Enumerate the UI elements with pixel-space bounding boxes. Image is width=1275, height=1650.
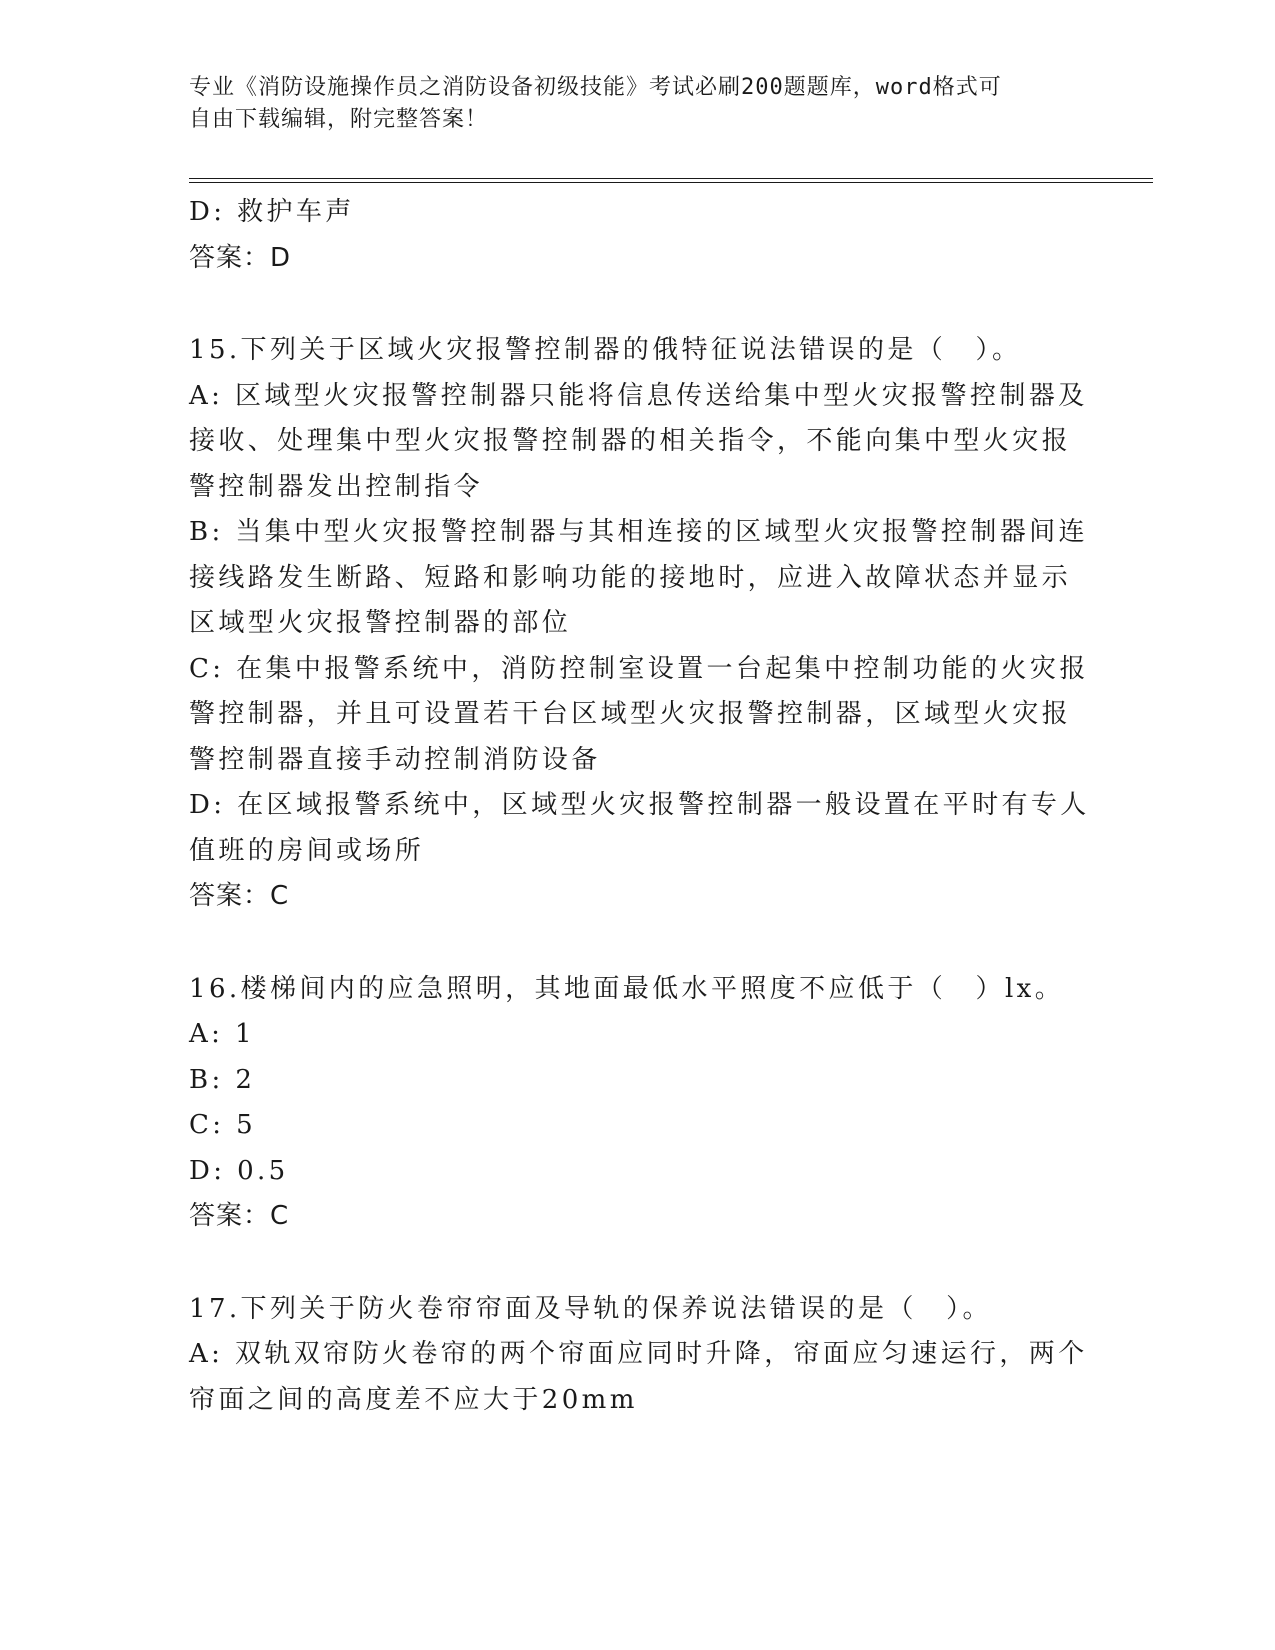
option-c-line-3: 警控制器直接手动控制消防设备	[189, 744, 601, 775]
option-c: C: 5	[189, 1110, 257, 1140]
question-15	[189, 328, 1089, 920]
option-a-line-3: 警控制器发出控制指令	[189, 471, 484, 502]
header-divider-top	[189, 178, 1153, 179]
document-body	[189, 190, 1089, 1423]
question-17	[189, 1287, 1089, 1424]
answer-line: 答案：D	[189, 242, 292, 273]
spacer	[189, 920, 1089, 967]
spacer	[189, 281, 1089, 328]
option-d-line-1: D: 在区域报警系统中，区域型火灾报警控制器一般设置在平时有专人	[189, 790, 1090, 820]
option-d-line-2: 值班的房间或场所	[189, 835, 425, 866]
header-line-1: 专业《消防设施操作员之消防设备初级技能》考试必刷200题题库，word格式可	[189, 75, 1002, 100]
option-a: A: 1	[189, 1019, 255, 1049]
question-stem: 16.楼梯间内的应急照明，其地面最低水平照度不应低于（ ）lx。	[189, 973, 1065, 1004]
option-c-line-1: C: 在集中报警系统中，消防控制室设置一台起集中控制功能的火灾报	[189, 653, 1089, 684]
question-16	[189, 967, 1089, 1240]
option-d: D: 救护车声	[189, 197, 355, 227]
document-header	[189, 72, 1069, 136]
option-b-line-3: 区域型火灾报警控制器的部位	[189, 608, 572, 638]
option-c-line-2: 警控制器，并且可设置若干台区域型火灾报警控制器，区域型火灾报	[189, 699, 1072, 729]
option-b: B: 2	[189, 1064, 256, 1095]
option-a-line-1: A: 双轨双帘防火卷帘的两个帘面应同时升降，帘面应匀速运行，两个	[189, 1339, 1088, 1369]
header-line-2: 自由下载编辑，附完整答案！	[189, 107, 489, 132]
answer-line: 答案：C	[189, 1201, 290, 1231]
answer-line: 答案：C	[189, 881, 290, 911]
question-stem: 15.下列关于区域火灾报警控制器的俄特征说法错误的是（ ）。	[189, 335, 1022, 365]
spacer	[189, 1240, 1089, 1287]
question-stem: 17.下列关于防火卷帘帘面及导轨的保养说法错误的是（ ）。	[189, 1293, 992, 1324]
question-14-tail	[189, 190, 1089, 281]
option-a-line-2: 帘面之间的高度差不应大于20mm	[189, 1384, 638, 1415]
option-b-line-2: 接线路发生断路、短路和影响功能的接地时，应进入故障状态并显示	[189, 562, 1072, 593]
option-a-line-2: 接收、处理集中型火灾报警控制器的相关指令，不能向集中型火灾报	[189, 426, 1072, 456]
option-a-line-1: A: 区域型火灾报警控制器只能将信息传送给集中型火灾报警控制器及	[189, 380, 1088, 411]
option-d: D: 0.5	[189, 1155, 289, 1186]
option-b-line-1: B: 当集中型火灾报警控制器与其相连接的区域型火灾报警控制器间连	[189, 517, 1088, 547]
header-divider-bottom	[189, 182, 1153, 183]
